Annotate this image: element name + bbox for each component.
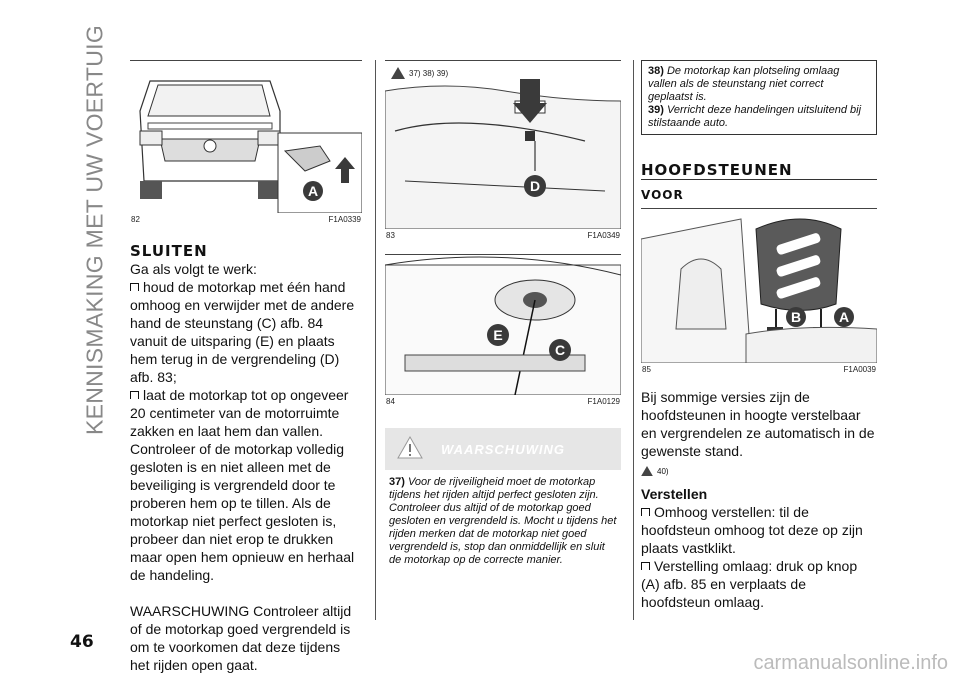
figure-82 bbox=[130, 60, 362, 224]
warning-header bbox=[385, 428, 621, 470]
hood-support-illustration bbox=[385, 255, 621, 395]
fig84-label-e: E bbox=[493, 327, 503, 343]
figure-85 bbox=[641, 208, 877, 374]
note-ref: 39) bbox=[648, 104, 664, 116]
warning-paragraph: WAARSCHUWING Controleer altijd of de motorkap goed vergrendeld is om te voorkomen dat deze tijdens het rijden open gaat. bbox=[130, 603, 352, 673]
body-intro: Ga als volgt te werk: bbox=[130, 261, 257, 277]
fig85-label-b: B bbox=[790, 309, 802, 325]
column-middle bbox=[385, 60, 621, 573]
figure-number: 84 bbox=[386, 397, 395, 406]
fig84-label-c: C bbox=[554, 342, 566, 358]
figure-code: F1A0339 bbox=[328, 215, 361, 224]
sidebar-section-title bbox=[80, 24, 110, 436]
figure-83-caption bbox=[385, 229, 621, 240]
bullet-text: houd de motorkap met één hand omhoog en verwijder met de andere hand de steunstang (C) afb. 84 vanuit de uitsparing (E) en plaats hem terug in de vergrendeling (D) afb. 83; bbox=[130, 279, 355, 385]
warning-note bbox=[389, 476, 617, 567]
section-heading-sluiten: SLUITEN bbox=[130, 242, 208, 260]
sidebar-title: KENNISMAKING MET UW VOERTUIG bbox=[81, 24, 108, 436]
note-ref: 37) bbox=[389, 476, 405, 488]
watermark: carmanualsonline.info bbox=[753, 652, 948, 674]
fig83-label-d: D bbox=[529, 178, 541, 194]
bullet-icon bbox=[130, 391, 139, 399]
bullet-item bbox=[130, 386, 362, 584]
figure-code: F1A0039 bbox=[843, 365, 876, 374]
fig83-refs: 37) 38) 39) bbox=[409, 69, 449, 78]
fig82-label-a: A bbox=[307, 183, 319, 199]
reference-line bbox=[641, 462, 877, 481]
column-left bbox=[130, 60, 362, 674]
note-text: Voor de rijveiligheid moet de motorkap tijdens het rijden altijd perfect gesloten zijn. Controleer dus altijd of de motorkap goed gesloten en vergrendeld is. Mocht u tijdens het rijden merken dat de motorkap niet goed vergrendeld is, stop dan onmiddellijk en sluit de motorkap op de correcte manier. bbox=[389, 476, 617, 566]
figure-number: 83 bbox=[386, 231, 395, 240]
figure-83 bbox=[385, 60, 621, 240]
note-text: De motorkap kan plotseling omlaag vallen als de steunstang niet correct geplaatst is. bbox=[648, 65, 840, 103]
column-divider bbox=[375, 60, 376, 620]
bullet-item bbox=[130, 278, 362, 386]
headrest-illustration bbox=[641, 209, 877, 363]
bullet-item bbox=[641, 503, 877, 557]
bullet-item bbox=[641, 557, 877, 611]
figure-number: 85 bbox=[642, 365, 651, 374]
body-intro: Bij sommige versies zijn de hoofdsteunen in hoogte verstelbaar en vergrendelen ze automatisch in de gewenste stand. bbox=[641, 389, 875, 459]
note-text: Verricht deze handelingen uitsluitend bij stilstaande auto. bbox=[648, 104, 862, 129]
warning-triangle-icon bbox=[397, 436, 423, 460]
figure-code: F1A0349 bbox=[587, 231, 620, 240]
figure-84-caption bbox=[385, 395, 621, 406]
bullet-icon bbox=[641, 562, 650, 570]
figure-82-caption bbox=[130, 213, 362, 224]
bullet-icon bbox=[130, 283, 139, 291]
fig85-label-a: A bbox=[838, 309, 850, 325]
note-38 bbox=[648, 65, 870, 104]
warning-box bbox=[385, 428, 621, 573]
bullet-icon bbox=[641, 508, 650, 516]
bullet-text: Omhoog verstellen: til de hoofdsteun omhoog tot deze op zijn plaats vastklikt. bbox=[641, 504, 863, 557]
note-ref: 38) bbox=[648, 65, 664, 77]
note-39 bbox=[648, 104, 870, 130]
bullet-text: Verstelling omlaag: druk op knop (A) afb. 85 en verplaats de hoofdsteun omlaag. bbox=[641, 558, 858, 611]
column-divider bbox=[633, 60, 634, 620]
bullet-text: laat de motorkap tot op ongeveer 20 centimeter van de motorruimte zakken en laat hem dan vallen. Controleer of de motorkap volledig gesloten is en niet alleen met de beveiliging is vergrendeld door te proberen hem op te tillen. Als de motorkap niet perfect gesloten is, probeer dan niet erop te drukken maar open hem opnieuw en herhaal de handeling. bbox=[130, 387, 355, 583]
section-heading-hoofdsteunen: HOOFDSTEUNEN bbox=[641, 161, 877, 180]
engine-bay-illustration bbox=[385, 61, 621, 229]
warning-icon bbox=[641, 466, 653, 476]
figure-number: 82 bbox=[131, 215, 140, 224]
column-right bbox=[641, 60, 877, 611]
note-ref: 40) bbox=[657, 467, 669, 477]
page-number: 46 bbox=[70, 632, 94, 652]
subheading-voor: VOOR bbox=[641, 188, 684, 202]
warning-title: WAARSCHUWING bbox=[441, 441, 565, 457]
subheading-verstellen: Verstellen bbox=[641, 486, 708, 503]
figure-code: F1A0129 bbox=[587, 397, 620, 406]
van-front-illustration bbox=[130, 61, 362, 213]
notes-box bbox=[641, 60, 877, 135]
figure-85-caption bbox=[641, 363, 877, 374]
figure-84 bbox=[385, 254, 621, 406]
